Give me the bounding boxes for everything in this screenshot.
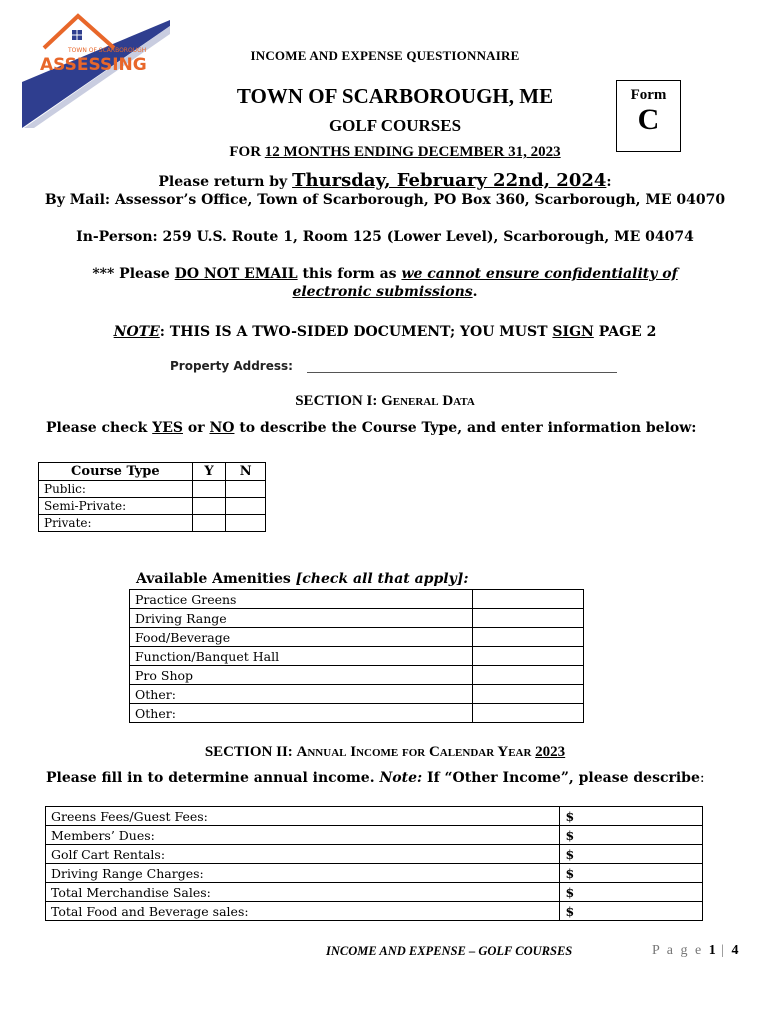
yes-checkbox-cell[interactable] (192, 498, 226, 515)
yes-checkbox-cell[interactable] (192, 481, 226, 498)
amenity-label: Food/Beverage (130, 628, 473, 647)
form-id-box (616, 80, 681, 152)
amenities-table (129, 589, 584, 723)
table-row (46, 826, 703, 845)
table-row (130, 609, 584, 628)
amenity-check-cell[interactable] (473, 704, 584, 723)
no-checkbox-cell[interactable] (226, 481, 266, 498)
two-sided-note: NOTE: THIS IS A TWO-SIDED DOCUMENT; YOU MUST SIGN PAGE 2 (113, 324, 657, 340)
income-amount-field[interactable]: $ (560, 864, 703, 883)
income-label: Driving Range Charges: (46, 864, 560, 883)
amenity-label: Pro Shop (130, 666, 473, 685)
no-checkbox-cell[interactable] (226, 498, 266, 515)
reporting-period: FOR 12 MONTHS ENDING DECEMBER 31, 2023 (229, 144, 561, 160)
table-row (46, 883, 703, 902)
property-address-field[interactable] (307, 372, 617, 373)
amenity-label: Other: (130, 685, 473, 704)
no-checkbox-cell[interactable] (226, 515, 266, 532)
table-row (130, 647, 584, 666)
income-amount-field[interactable]: $ (560, 826, 703, 845)
amenities-heading: Available Amenities [check all that apply]: (136, 571, 469, 587)
income-label: Greens Fees/Guest Fees: (46, 807, 560, 826)
mail-address: By Mail: Assessor’s Office, Town of Scarborough, PO Box 360, Scarborough, ME 04070 (44, 192, 726, 208)
course-type-label: Private: (39, 515, 193, 532)
amenity-label: Driving Range (130, 609, 473, 628)
table-row (130, 628, 584, 647)
section-1-instructions: Please check YES or NO to describe the Course Type, and enter information below: (46, 420, 697, 436)
return-deadline: Please return by Thursday, February 22nd, 2024: (158, 170, 612, 191)
amenity-check-cell[interactable] (473, 647, 584, 666)
form-letter: C (637, 103, 660, 136)
table-row (130, 666, 584, 685)
income-label: Golf Cart Rentals: (46, 845, 560, 864)
table-row (46, 845, 703, 864)
town-assessing-logo (22, 12, 170, 128)
course-type-label: Semi-Private: (39, 498, 193, 515)
table-row (130, 685, 584, 704)
form-subtitle: GOLF COURSES (328, 116, 462, 135)
income-table (45, 806, 703, 921)
table-row (39, 498, 266, 515)
table-row (39, 481, 266, 498)
table-row (130, 590, 584, 609)
table-row (46, 807, 703, 826)
in-person-address: In-Person: 259 U.S. Route 1, Room 125 (Lower Level), Scarborough, ME 04074 (76, 229, 694, 245)
income-amount-field[interactable]: $ (560, 902, 703, 921)
deadline-date: Thursday, February 22nd, 2024 (292, 170, 607, 191)
footer-title: INCOME AND EXPENSE – GOLF COURSES (326, 944, 573, 958)
course-type-table (38, 462, 266, 532)
amenity-check-cell[interactable] (473, 609, 584, 628)
amenity-label: Function/Banquet Hall (130, 647, 473, 666)
table-row (130, 704, 584, 723)
income-amount-field[interactable]: $ (560, 845, 703, 864)
col-no: N (226, 463, 266, 481)
col-course-type: Course Type (39, 463, 193, 481)
amenity-check-cell[interactable] (473, 666, 584, 685)
income-label: Total Food and Beverage sales: (46, 902, 560, 921)
amenity-check-cell[interactable] (473, 685, 584, 704)
amenity-check-cell[interactable] (473, 590, 584, 609)
amenity-check-cell[interactable] (473, 628, 584, 647)
table-row (46, 902, 703, 921)
logo-word: ASSESSING (40, 55, 147, 75)
col-yes: Y (192, 463, 226, 481)
table-row (39, 515, 266, 532)
no-email-warning: *** Please DO NOT EMAIL this form as we cannot ensure confidentiality of electronic submissions. (92, 266, 678, 300)
yes-checkbox-cell[interactable] (192, 515, 226, 532)
page-number: P a g e 1 | 4 (652, 943, 739, 958)
section-2-instructions: Please fill in to determine annual income. Note: If “Other Income”, please describe: (46, 770, 705, 786)
amenity-label: Other: (130, 704, 473, 723)
income-label: Members’ Dues: (46, 826, 560, 845)
income-amount-field[interactable]: $ (560, 807, 703, 826)
section-2-heading: SECTION II: Annual Income for Calendar Year 2023 (204, 744, 566, 760)
town-title: TOWN OF SCARBOROUGH, ME (236, 84, 554, 108)
questionnaire-title: INCOME AND EXPENSE QUESTIONNAIRE (250, 48, 520, 63)
logo-small-text: TOWN OF SCARBOROUGH (68, 47, 147, 54)
income-amount-field[interactable]: $ (560, 883, 703, 902)
course-type-label: Public: (39, 481, 193, 498)
income-label: Total Merchandise Sales: (46, 883, 560, 902)
amenity-label: Practice Greens (130, 590, 473, 609)
form-label: Form (630, 87, 667, 103)
section-1-heading: SECTION I: General Data (295, 393, 475, 409)
table-row (46, 864, 703, 883)
property-address-label: Property Address: (170, 359, 293, 373)
